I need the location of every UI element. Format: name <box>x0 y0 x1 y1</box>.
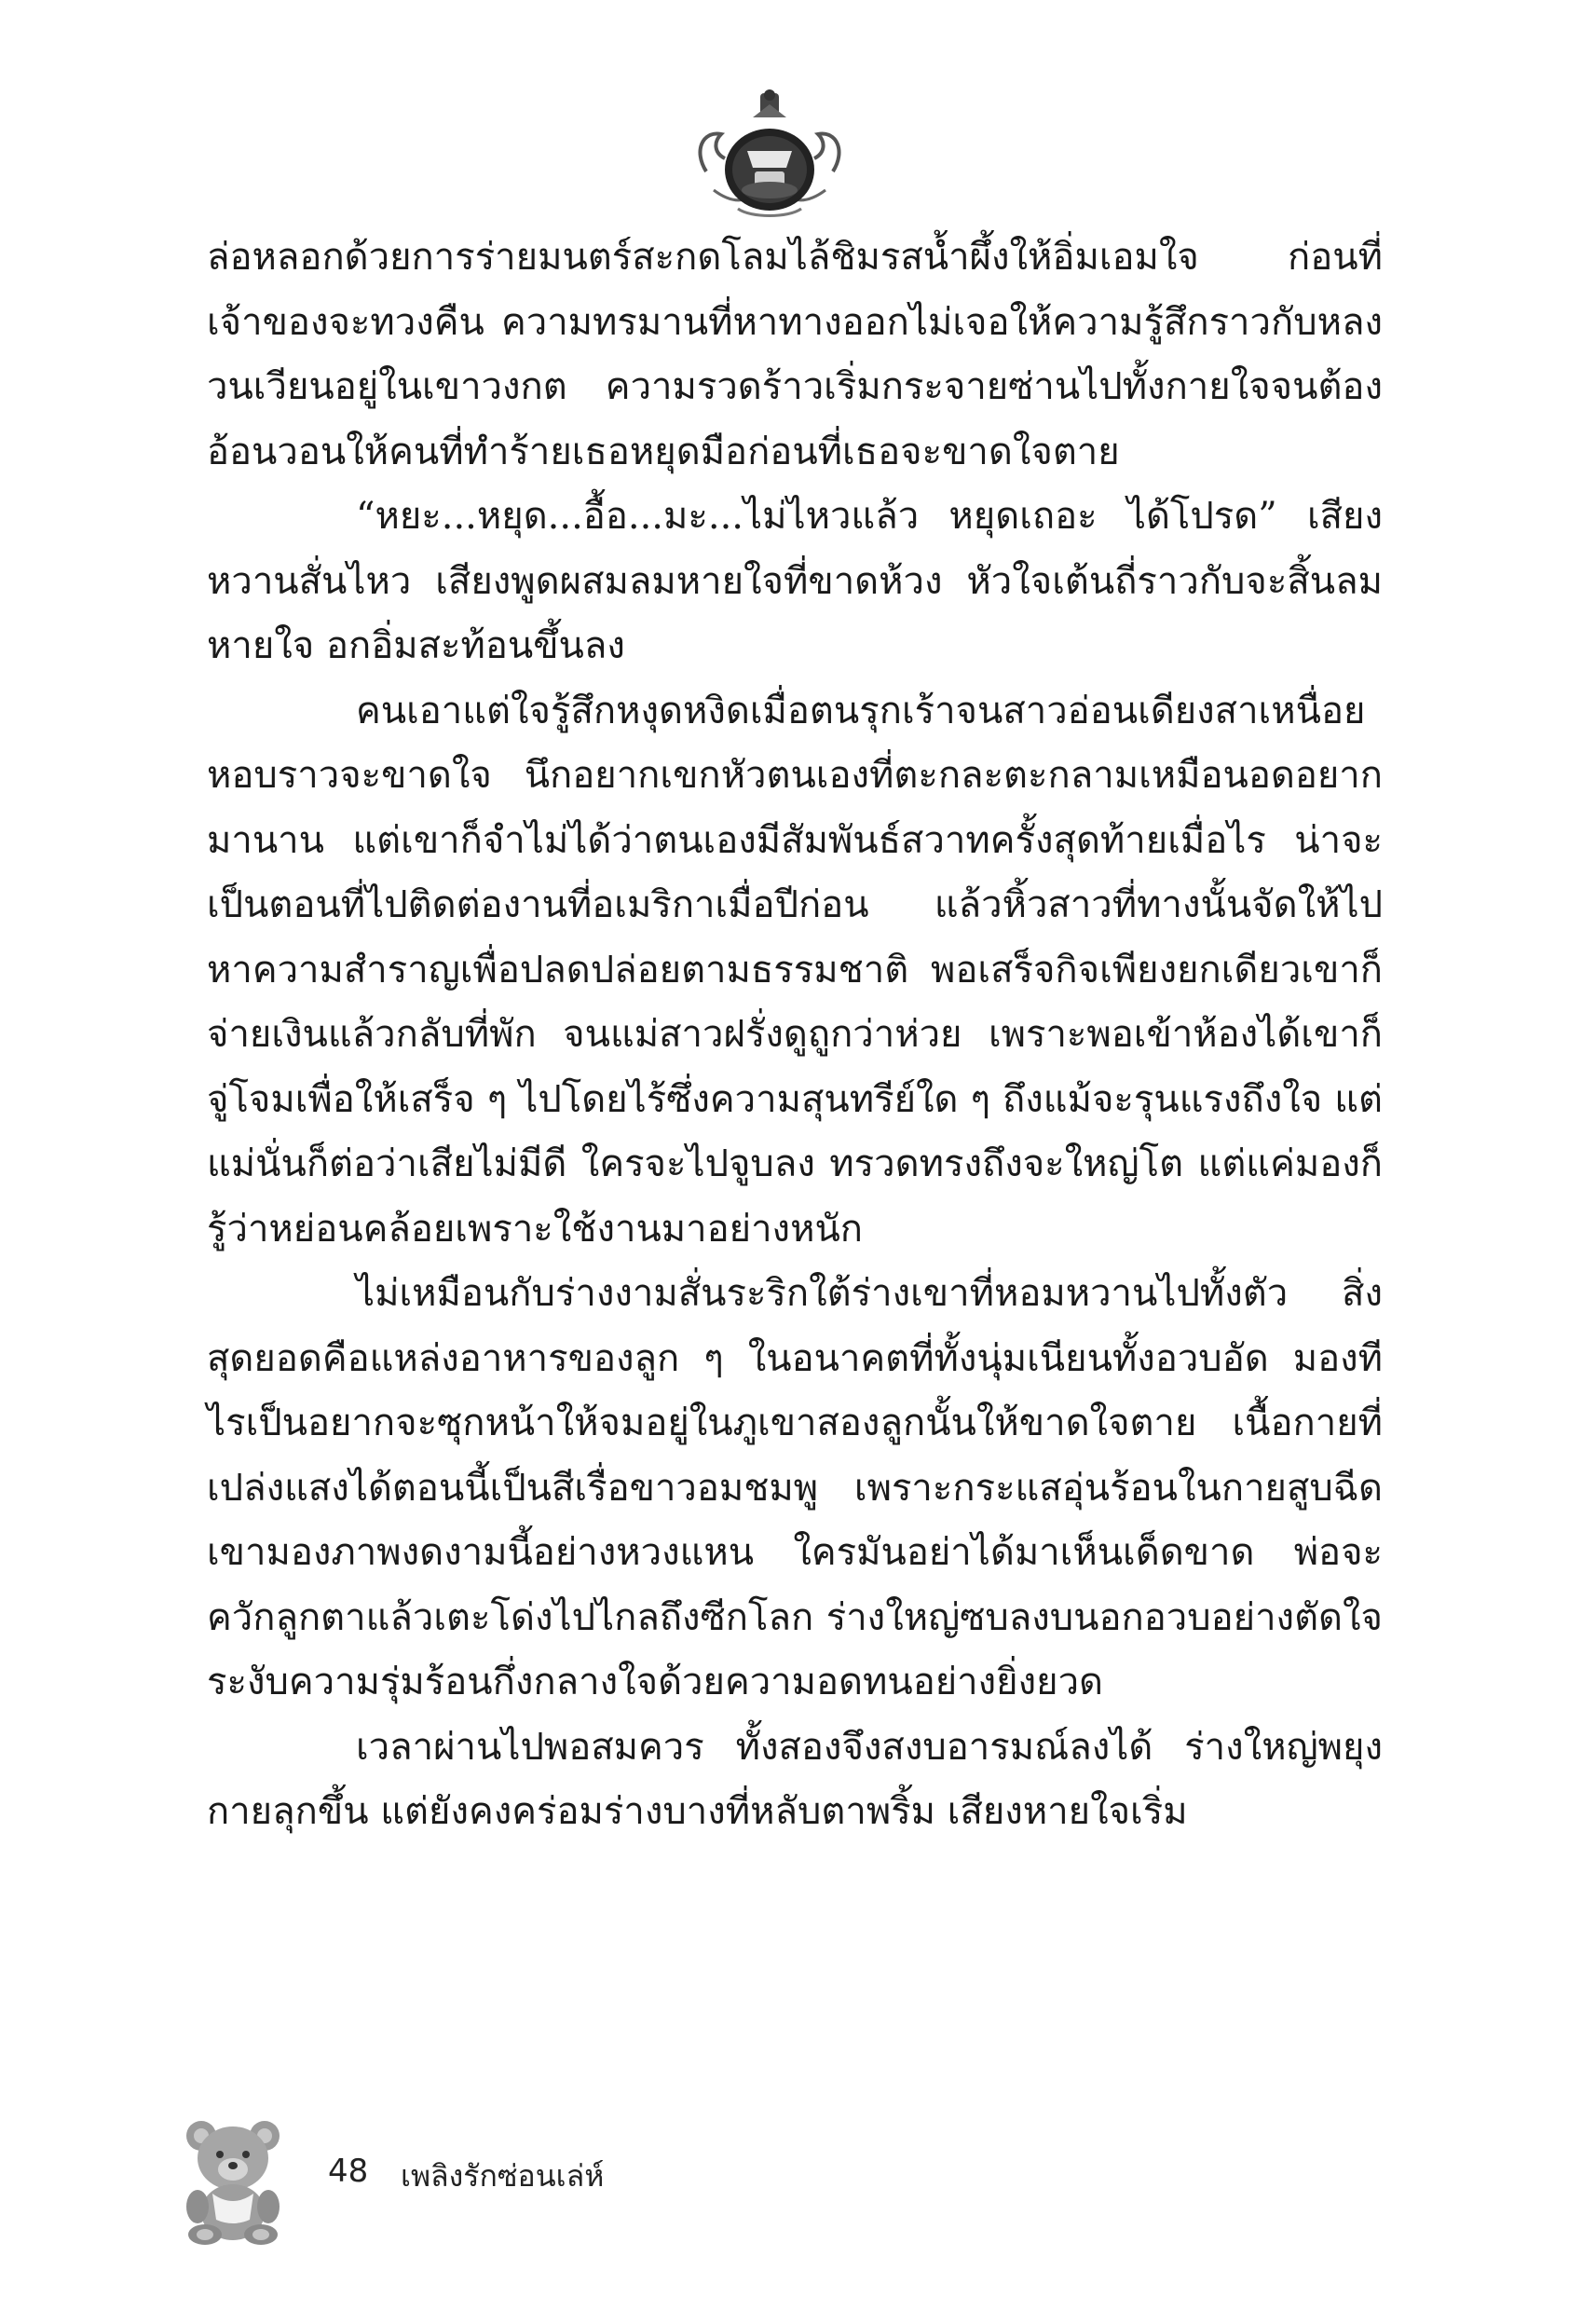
teddy-bear-icon <box>177 2115 289 2246</box>
paragraph-4: ไม่เหมือนกับร่างงามสั่นระริกใต้ร่างเขาที่หอมหวานไปทั้งตัว สิ่งสุดยอดคือแหล่งอาหารของลูก ๆ ในอนาคตที่ทั้งนุ่มเนียนทั้งอวบอัด มองทีไรเป็นอยากจะซุกหน้าให้จมอยู่ในภูเขาสองลูกนั้นให้ขาดใจตาย เนื้อกายที่เปล่งแสงได้ตอนนี้เป็นสีเรื่อขาวอมชมพู เพราะกระแสอุ่นร้อนในกายสูบฉีด เขามองภาพงดงามนี้อย่างหวงแหน ใครมันอย่าได้มาเห็นเด็ดขาด พ่อจะควักลูกตาแล้วเตะโด่งไปไกลถึงซีกโลก ร่างใหญ่ซบลงบนอกอวบอย่างตัดใจ ระงับความรุ่มร้อนกึ่งกลางใจด้วยความอดทนอย่างยิ่งยวด <box>207 1272 1383 1703</box>
page-number: 48 <box>328 2153 369 2190</box>
book-title: เพลิงรักซ่อนเล่ห์ <box>401 2158 605 2194</box>
page-footer <box>177 2115 1388 2246</box>
crest-ornament-icon <box>686 86 853 226</box>
page-body-text <box>207 226 1383 1845</box>
paragraph-2: “หยะ...หยุด...อื้อ...มะ...ไม่ไหวแล้ว หยุดเถอะ ได้โปรด” เสียงหวานสั่นไหว เสียงพูดผสมลมหายใจที่ขาดห้วง หัวใจเต้นถี่ราวกับจะสิ้นลมหายใจ อกอิ่มสะท้อนขึ้นลง <box>207 495 1383 667</box>
paragraph-5: เวลาผ่านไปพอสมควร ทั้งสองจึงสงบอารมณ์ลงได้ ร่างใหญ่พยุงกายลุกขึ้น แต่ยังคงคร่อมร่างบางที่หลับตาพริ้ม เสียงหายใจเริ่ม <box>207 1725 1383 1833</box>
paragraph-3: คนเอาแต่ใจรู้สึกหงุดหงิดเมื่อตนรุกเร้าจนสาวอ่อนเดียงสาเหนื่อยหอบราวจะขาดใจ นึกอยากเขกหัวตนเองที่ตะกละตะกลามเหมือนอดอยากมานาน แต่เขาก็จำไม่ได้ว่าตนเองมีสัมพันธ์สวาทครั้งสุดท้ายเมื่อไร น่าจะเป็นตอนที่ไปติดต่องานที่อเมริกาเมื่อปีก่อน แล้วหิ้วสาวที่ทางนั้นจัดให้ไปหาความสำราญเพื่อปลดปล่อยตามธรรมชาติ พอเสร็จกิจเพียงยกเดียวเขาก็จ่ายเงินแล้วกลับที่พัก จนแม่สาวฝรั่งดูถูกว่าห่วย เพราะพอเข้าห้องได้เขาก็จู่โจมเพื่อให้เสร็จ ๆ ไปโดยไร้ซึ่งความสุนทรีย์ใด ๆ ถึงแม้จะรุนแรงถึงใจ แต่แม่นั่นก็ต่อว่าเสียไม่มีดี ใครจะไปจูบลง ทรวดทรงถึงจะใหญ่โต แต่แค่มองก็รู้ว่าหย่อนคล้อยเพราะใช้งานมาอย่างหนัก <box>207 689 1383 1251</box>
paragraph-1: ล่อหลอกด้วยการร่ายมนตร์สะกดโลมไล้ชิมรสน้ำผึ้งให้อิ่มเอมใจ ก่อนที่เจ้าของจะทวงคืน ความทรมานที่หาทางออกไม่เจอให้ความรู้สึกราวกับหลงวนเวียนอยู่ในเขาวงกต ความรวดร้าวเริ่มกระจายซ่านไปทั้งกายใจจนต้องอ้อนวอนให้คนที่ทำร้ายเธอหยุดมือก่อนที่เธอจะขาดใจตาย <box>207 236 1383 473</box>
